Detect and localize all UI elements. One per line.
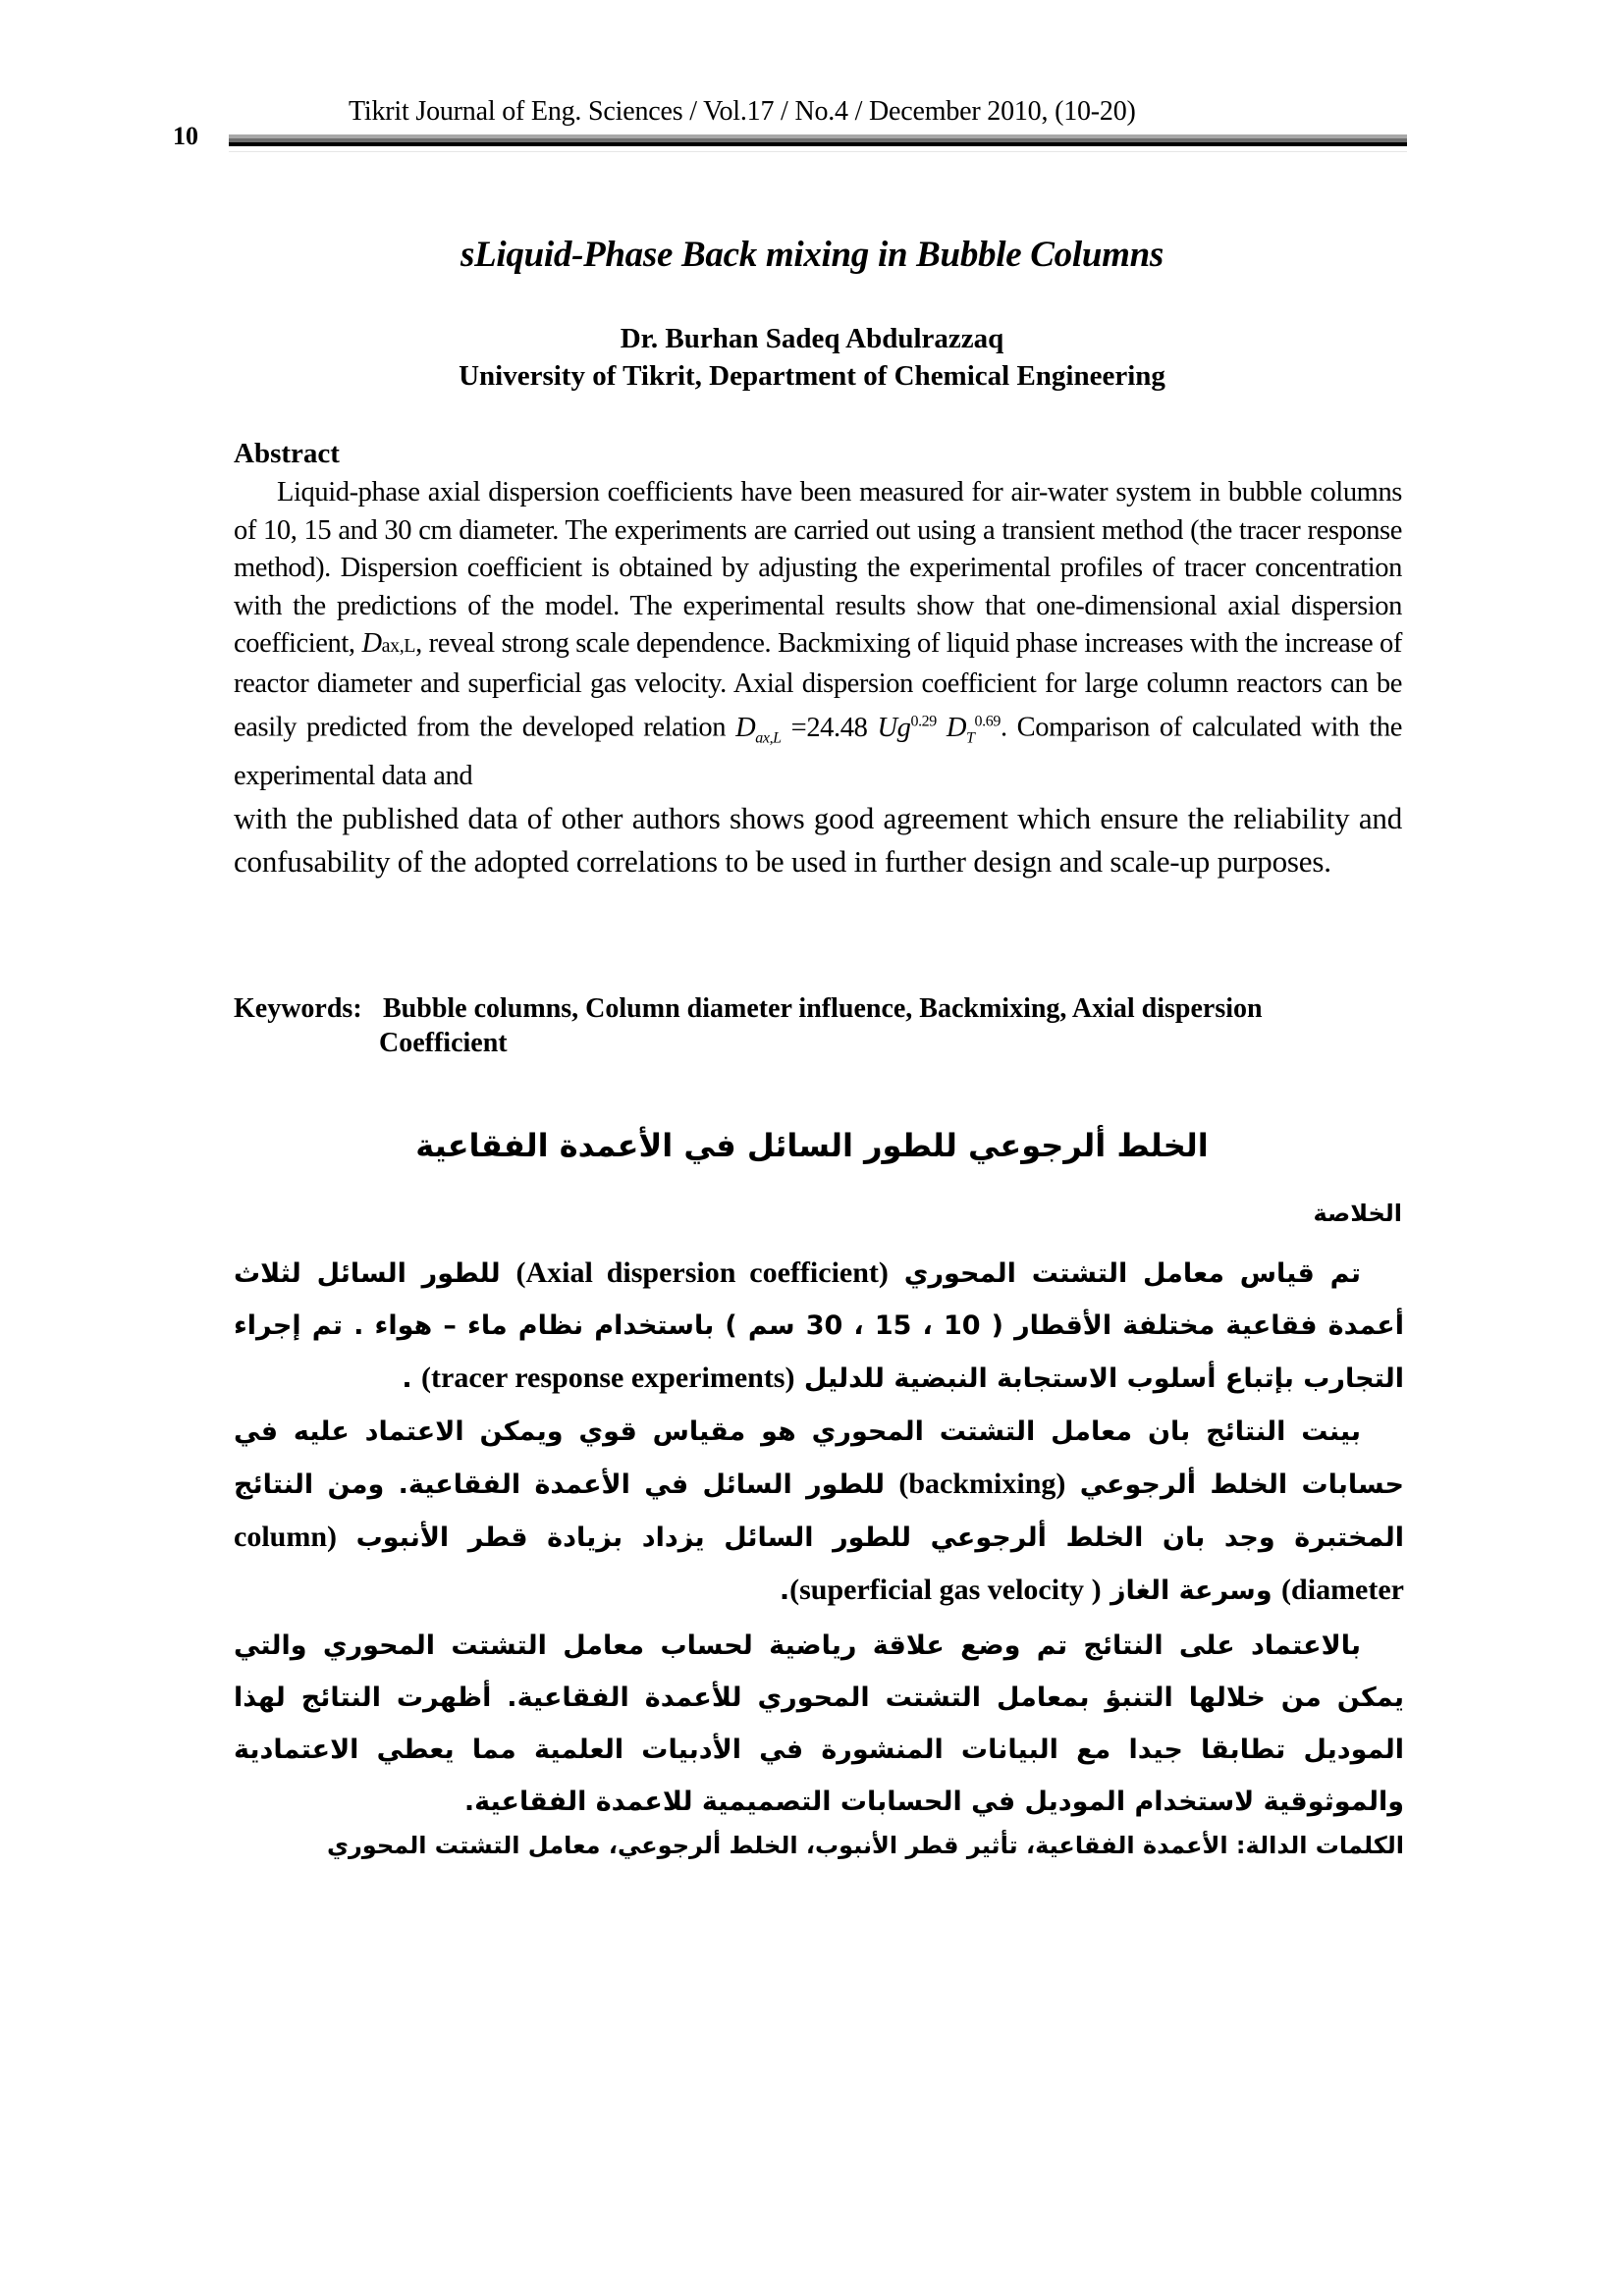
arabic-p2-english-term-3: ( superficial gas velocity) (789, 1574, 1102, 1606)
header-rule-hairline (229, 151, 1407, 152)
abstract-heading: Abstract (234, 438, 340, 469)
arabic-paragraph-2 (234, 1406, 1404, 1617)
arabic-p1-a: تم قياس معامل التشتت المحوري (903, 1258, 1361, 1289)
abstract-text-part2: , reveal strong scale dependence. Backmixing of liquid phase increases with the increase of reactor diameter and superficial gas velocity. Axial dispersion coefficient for large column reactors can be easily predicted from the developed relation (234, 628, 1402, 743)
dax-letter: D (361, 628, 382, 659)
formula-dt-subscript: T (966, 729, 975, 747)
arabic-p3-text: بالاعتماد على النتائج تم وضع علاقة رياضية لحساب معامل التشتت المحوري والتي يمكن من خلالها التنبؤ بمعامل التشتت المحوري للأعمدة الفقاعية. أظهرت النتائج لهذا الموديل تطابقا جيدا مع البيانات المنشورة في الأدبيات العلمية مما يعطي الاعتمادية والموثوقية لاستخدام الموديل في الحسابات التصميمية للاعمدة الفقاعية. (234, 1630, 1404, 1817)
abstract-text-part3: . Comparison of calculated with the experimental data and (234, 712, 1402, 791)
dax-subscript: ax,L (381, 635, 416, 657)
arabic-p2-b: للطور السائل في الأعمدة الفقاعية. ومن النتائج المختبرة وجد بان الخلط ألرجوعي للطور السائل يزداد بزيادة قطر الأنبوب (234, 1469, 1404, 1553)
arabic-paragraph-1 (234, 1247, 1404, 1405)
abstract-text-part1: Liquid-phase axial dispersion coefficients have been measured for air-water system in bubble columns of 10, 15 and 30 cm diameter. The experiments are carried out using a transient method (the tracer response method). Dispersion coefficient is obtained by adjusting the experimental profiles of tracer concentration with the predictions of the model. The experimental results show that one-dimensional axial dispersion coefficient, (234, 477, 1402, 659)
arabic-keywords: الكلمات الدالة: الأعمدة الفقاعية، تأثير قطر الأنبوب، الخلط ألرجوعي، معامل التشتت المحوري (326, 1832, 1404, 1859)
dax-symbol (361, 628, 415, 659)
arabic-p2-english-term-2: (column diameter) (234, 1521, 1404, 1606)
formula-coefficient: 24.48 (806, 712, 868, 743)
keywords-label: Keywords: (234, 993, 362, 1024)
arabic-p1-b: للطور السائل لثلاث أعمدة فقاعية مختلفة الأقطار ( 10 ، 15 ، 30 سم ) باستخدام نظام ماء – هواء . تم إجراء التجارب بإتباع أسلوب الاستجابة النبضية للدليل (234, 1258, 1404, 1394)
formula-dt: D (946, 712, 967, 743)
arabic-p2-a: بينت النتائج بان معامل التشتت المحوري هو مقياس قوي ويمكن الاعتماد عليه في حسابات الخلط ألرجوعي (234, 1416, 1404, 1500)
keywords-list: Bubble columns, Column diameter influence, Backmixing, Axial dispersion (383, 993, 1263, 1024)
keywords-line2: Coefficient (379, 1028, 508, 1058)
page-number: 10 (173, 122, 198, 150)
formula-lhs: D (735, 712, 756, 743)
keywords (234, 991, 1412, 1060)
correlation-formula (735, 712, 1001, 747)
running-head: Tikrit Journal of Eng. Sciences / Vol.17 / No.4 / December 2010, (10-20) (349, 96, 1136, 127)
arabic-p2-english-term-1: (backmixing) (898, 1468, 1066, 1500)
arabic-p1-c: . (402, 1363, 412, 1394)
arabic-summary-heading: الخلاصة (1313, 1200, 1402, 1227)
arabic-p1-english-term-1: (Axial dispersion coefficient) (515, 1256, 889, 1289)
paper-affiliation: University of Tikrit, Department of Chemical Engineering (459, 360, 1165, 392)
arabic-p2-d: . (779, 1575, 790, 1606)
paper-author: Dr. Burhan Sadeq Abdulrazzaq (620, 323, 1004, 354)
arabic-title: الخلط ألرجوعي للطور السائل في الأعمدة الفقاعية (415, 1127, 1209, 1164)
arabic-p1-english-term-2: (tracer response experiments) (421, 1362, 795, 1394)
arabic-paragraph-3 (234, 1620, 1404, 1828)
arabic-p2-c: وسرعة الغاز (1110, 1575, 1272, 1606)
formula-ug: Ug (877, 712, 911, 743)
formula-ug-exponent: 0.29 (910, 713, 937, 729)
formula-equals: = (790, 712, 807, 743)
abstract-text-part4: with the published data of other authors shows good agreement which ensure the reliability and confusability of the adopted correlations to be used in further design and scale-up purposes. (234, 801, 1402, 880)
formula-dt-exponent: 0.69 (974, 713, 1001, 729)
formula-lhs-subscript: ax,L (755, 729, 782, 747)
paper-title: sLiquid-Phase Back mixing in Bubble Columns (460, 235, 1164, 275)
abstract-body (234, 474, 1402, 883)
keywords-line1 (234, 991, 1412, 1026)
header-rule-stripe-dark (229, 142, 1407, 146)
header-rule (229, 134, 1407, 152)
